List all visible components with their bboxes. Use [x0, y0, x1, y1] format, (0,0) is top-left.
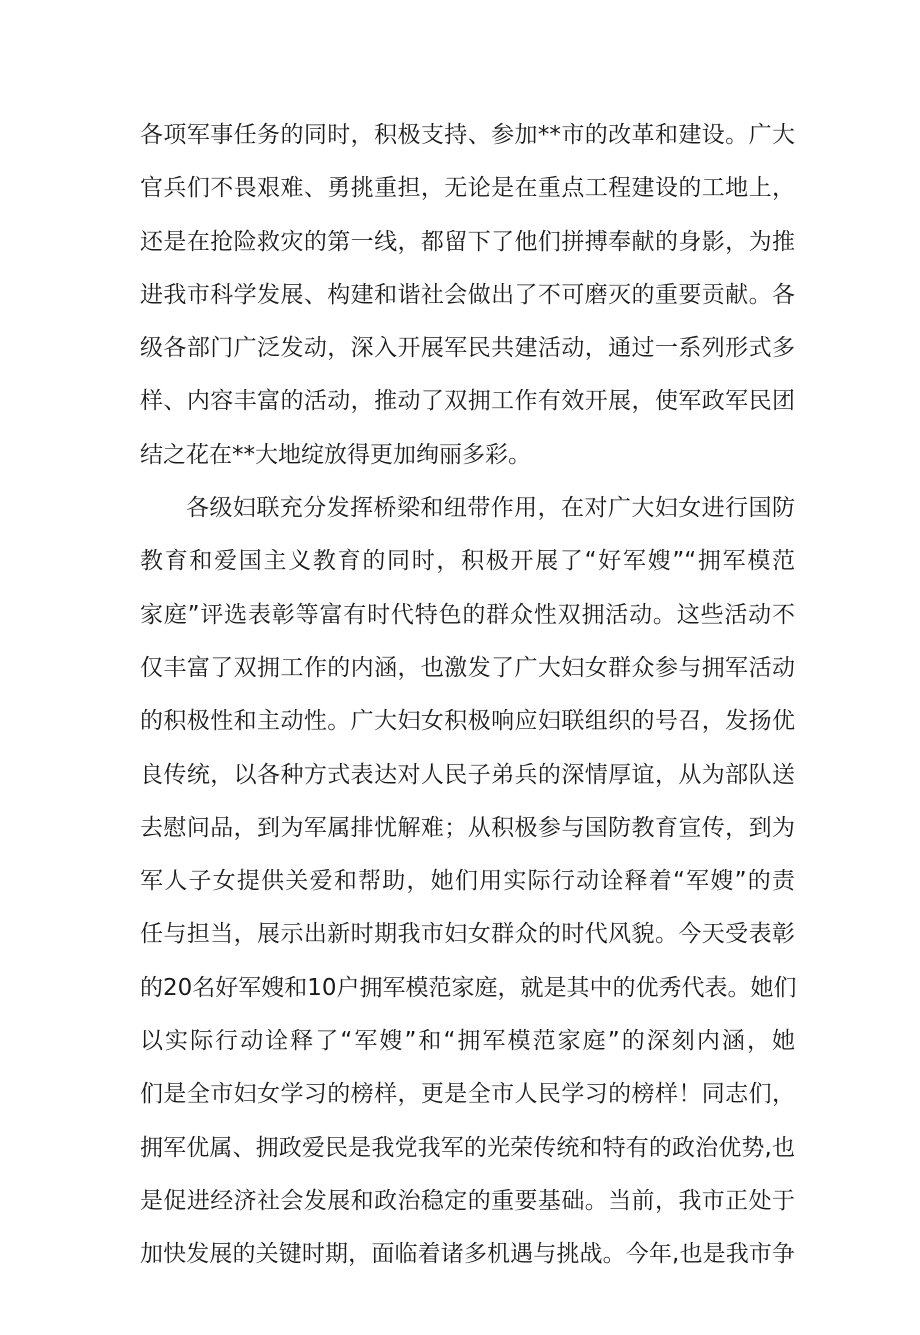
- paragraph-line: 还是在抢险救灾的第一线，都留下了他们拼搏奉献的身影，为推: [140, 228, 795, 255]
- paragraph-line: 教育和爱国主义教育的同时，积极开展了“好军嫂”“拥军模范: [140, 548, 795, 575]
- paragraph-line: 官兵们不畏艰难、勇挑重担，无论是在重点工程建设的工地上，: [140, 175, 795, 202]
- paragraph-line: 拥军优属、拥政爱民是我党我军的光荣传统和特有的政治优势,也: [140, 1134, 795, 1161]
- paragraph-line: 各项军事任务的同时，积极支持、参加**市的改革和建设。广大: [140, 122, 795, 148]
- paragraph-line: 的20名好军嫂和10户拥军模范家庭，就是其中的优秀代表。她们: [140, 974, 797, 1001]
- paragraph-line: 任与担当，展示出新时期我市妇女群众的时代风貌。今天受表彰: [140, 921, 795, 948]
- paragraph-line: 是促进经济社会发展和政治稳定的重要基础。当前，我市正处于: [140, 1187, 795, 1214]
- paragraph-line: 进我市科学发展、构建和谐社会做出了不可磨灭的重要贡献。各: [140, 281, 795, 308]
- paragraph-line: 样、内容丰富的活动，推动了双拥工作有效开展，使军政军民团: [140, 388, 795, 415]
- paragraph-line: 良传统，以各种方式表达对人民子弟兵的深情厚谊，从为部队送: [140, 761, 795, 788]
- paragraph-line: 级各部门广泛发动，深入开展军民共建活动，通过一系列形式多: [140, 335, 795, 362]
- paragraph-1: [140, 109, 795, 482]
- paragraph-line: 各级妇联充分发挥桥梁和纽带作用，在对广大妇女进行国防: [186, 495, 795, 522]
- paragraph-line: 以实际行动诠释了“军嫂”和“拥军模范家庭”的深刻内涵，她: [140, 1028, 795, 1055]
- document-body: [140, 109, 795, 1335]
- paragraph-2: [140, 482, 795, 1335]
- paragraph-line: [140, 1282, 795, 1335]
- paragraph-line: 的积极性和主动性。广大妇女积极响应妇联组织的号召，发扬优: [140, 708, 795, 735]
- paragraph-line: 军人子女提供关爱和帮助，她们用实际行动诠释着“军嫂”的责: [140, 868, 795, 895]
- paragraph-line: 去慰问品，到为军属排忧解难；从积极参与国防教育宣传，到为: [140, 814, 795, 841]
- paragraph-line: 家庭”评选表彰等富有时代特色的群众性双拥活动。这些活动不: [140, 601, 795, 628]
- paragraph-line: 仅丰富了双拥工作的内涵，也激发了广大妇女群众参与拥军活动: [140, 654, 795, 681]
- paragraph-line: 加快发展的关键时期，面临着诸多机遇与挑战。今年,也是我市争: [140, 1241, 795, 1268]
- paragraph-line: 结之花在**大地绽放得更加绚丽多彩。: [140, 441, 531, 468]
- paragraph-line: 们是全市妇女学习的榜样，更是全市人民学习的榜样！同志们，: [140, 1081, 795, 1108]
